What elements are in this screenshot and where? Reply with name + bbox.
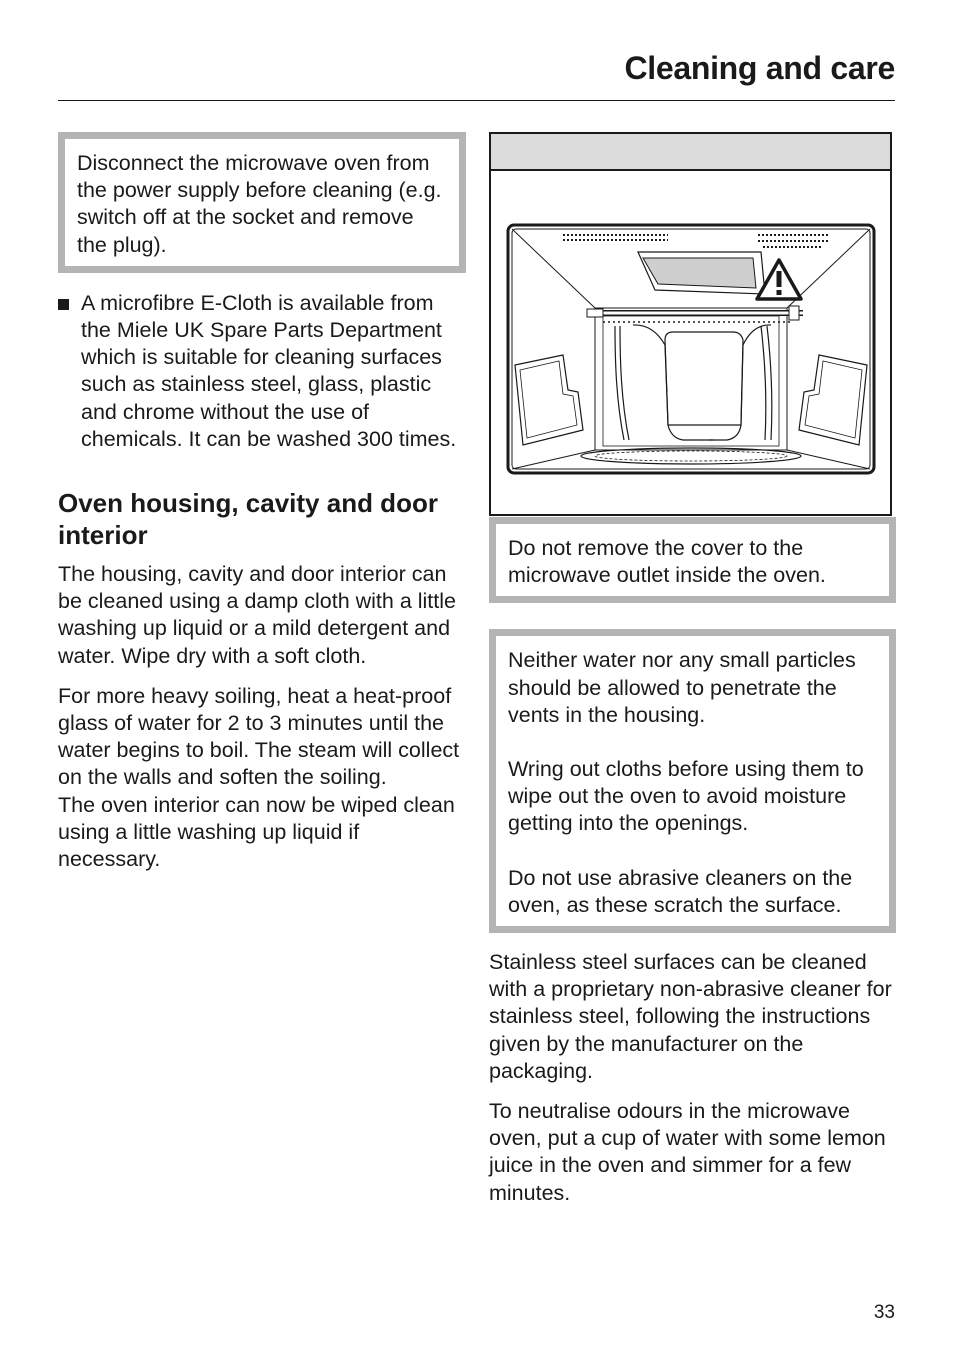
section-heading: Oven housing, cavity and door interior — [58, 488, 438, 551]
warning-vents-text: Neither water nor any small particles should be allowed to penetrate the vents in the housing. — [508, 648, 856, 727]
bullet-text: A microfibre E-Cloth is available from the Miele UK Spare Parts Department which is suitable for cleaning surfaces such as stainless steel, glass, plastic and chrome without the use of chemicals. It can be washed 300 times. — [81, 290, 457, 451]
warning-cover-text: Do not remove the cover to the microwave outlet inside the oven. — [508, 536, 826, 588]
page-number: 33 — [873, 1302, 895, 1323]
bullet-item — [58, 290, 466, 453]
paragraph-stainless: Stainless steel surfaces can be cleaned with a proprietary non-abrasive cleaner for stainless steel, following the instructions given by the manufacturer on the packaging. — [489, 950, 892, 1083]
warning-text: Disconnect the microwave oven from the power supply before cleaning (e.g. switch off at the socket and remove the plug). — [77, 151, 442, 257]
paragraph-housing: The housing, cavity and door interior can be cleaned using a damp cloth with a little washing up liquid or a mild detergent and water. Wipe dry with a soft cloth. — [58, 562, 456, 668]
left-column — [58, 132, 466, 886]
figure-header-band — [491, 134, 890, 171]
warning-box-disconnect — [58, 132, 466, 273]
warning-box-cover — [489, 517, 896, 603]
warning-triangle-icon — [754, 257, 804, 303]
paragraph-odours: To neutralise odours in the microwave oven, put a cup of water with some lemon juice in the oven and simmer for a few minutes. — [489, 1099, 886, 1205]
warning-box-vents — [489, 629, 896, 933]
page-title: Cleaning and care — [624, 50, 895, 86]
paragraph-heavy-soiling: For more heavy soiling, heat a heat-proof glass of water for 2 to 3 minutes until the water begins to boil. The steam will collect on the walls and soften the soiling. The oven interior can now be wiped clean using a little washing up liquid if necessary. — [58, 683, 460, 872]
oven-cavity-illustration — [503, 220, 878, 478]
header-divider — [58, 100, 895, 101]
right-column — [489, 132, 897, 1220]
warning-abrasive-text: Do not use abrasive cleaners on the oven, as these scratch the surface. — [508, 865, 853, 917]
oven-interior-figure — [489, 132, 892, 516]
square-bullet-icon — [58, 299, 69, 310]
warning-cloths-text: Wring out cloths before using them to wipe out the oven to avoid moisture getting into the openings. — [508, 757, 864, 836]
right-text-block — [489, 949, 897, 1207]
